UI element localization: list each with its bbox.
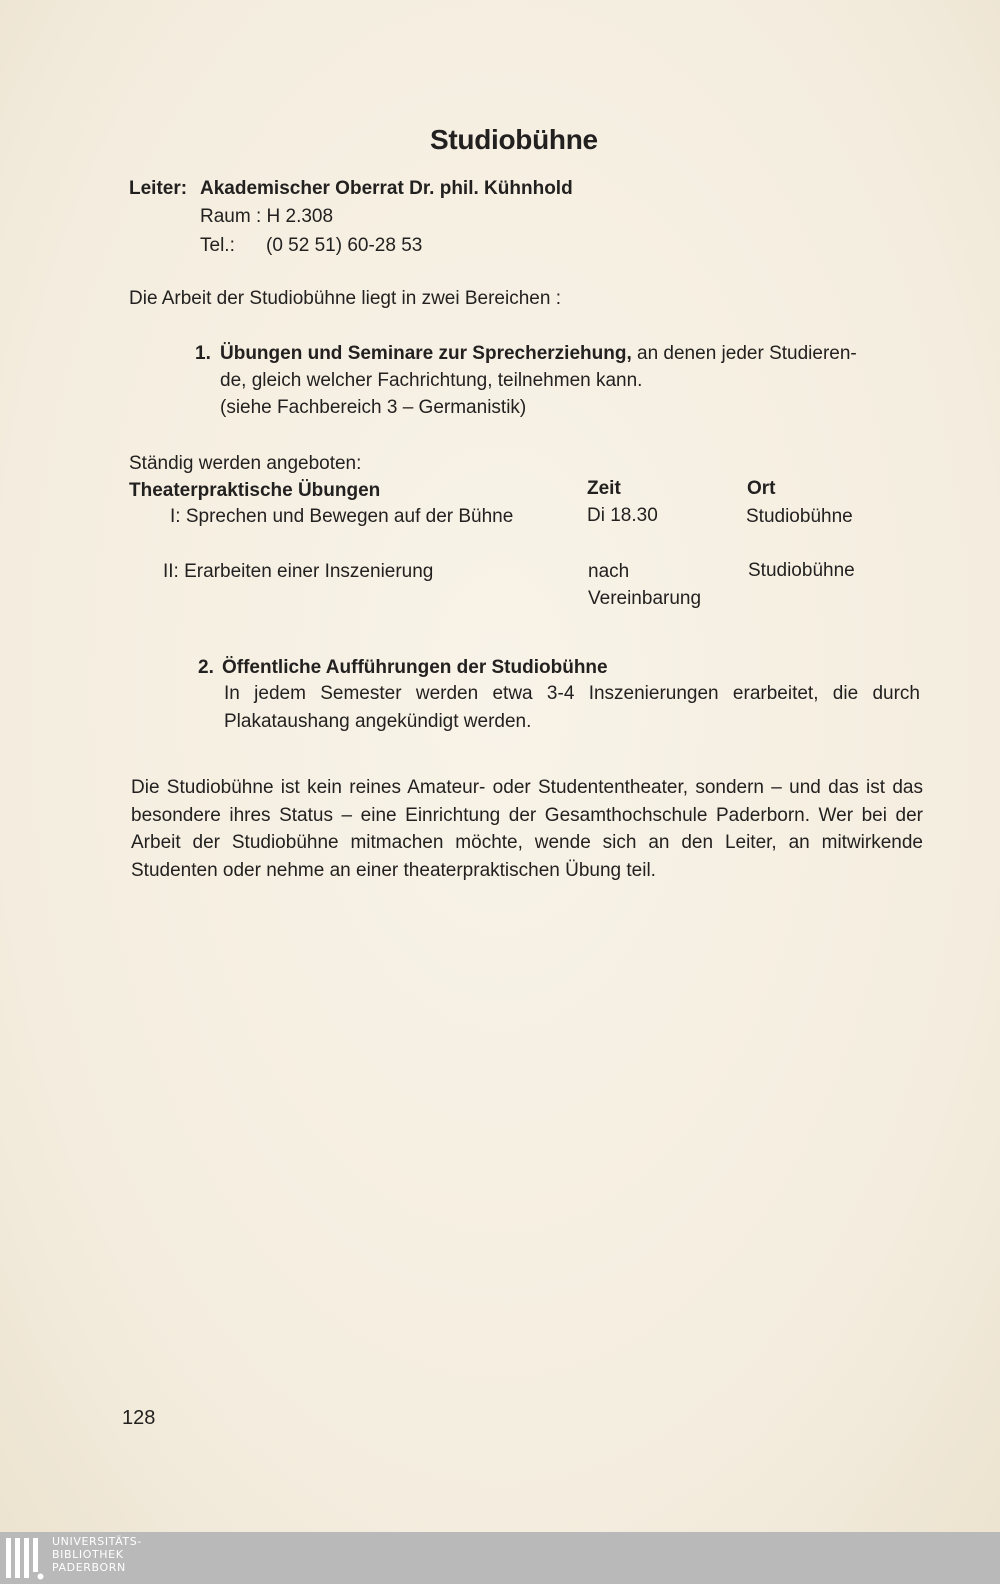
logo-line-1: UNIVERSITÄTS- xyxy=(52,1535,142,1548)
course-2-place: Studiobühne xyxy=(748,560,855,581)
logo-line-3: PADERBORN xyxy=(52,1561,126,1574)
section1-line1 xyxy=(220,340,857,367)
section2-number: 2. xyxy=(198,657,214,678)
phone-number: (0 52 51) 60-28 53 xyxy=(266,235,423,256)
closing-paragraph: Die Studiobühne ist kein reines Amateur- oder Studententheater, sondern – und das ist das besondere ihres Status – eine Einrichtung der Gesamthochschule Paderborn. Wer bei der Arbeit der Studiobühne mitmachen möchte, wende sich an den Leiter, an mitwirkende Studenten oder nehme an einer theaterpraktischen Übung teil. xyxy=(131,777,923,881)
library-logo-icon xyxy=(6,1536,46,1580)
section1-line1-rest: an denen jeder Studieren- xyxy=(637,343,857,364)
section1-heading: Übungen und Seminare zur Sprecherziehung, xyxy=(220,343,632,364)
section2-heading: Öffentliche Aufführungen der Studiobühne xyxy=(222,657,608,678)
course-1-name: I: Sprechen und Bewegen auf der Bühne xyxy=(170,506,514,527)
intro-text: Die Arbeit der Studiobühne liegt in zwei Bereichen : xyxy=(129,288,561,309)
phone-label: Tel.: xyxy=(200,235,235,256)
column-header-time: Zeit xyxy=(587,478,621,499)
library-footer-bar xyxy=(0,1532,1000,1584)
section2-text: In jedem Semester werden etwa 3-4 Inszenierungen erarbeitet, die durch Plakataushang angekündigt werden. xyxy=(224,683,920,732)
column-header-place: Ort xyxy=(747,478,776,499)
course-1-place: Studiobühne xyxy=(746,506,853,527)
page-number: 128 xyxy=(122,1407,156,1429)
leiter-name: Akademischer Oberrat Dr. phil. Kühnhold xyxy=(200,178,573,199)
library-logo-text xyxy=(52,1535,142,1574)
offered-intro: Ständig werden angeboten: xyxy=(129,453,362,474)
section1-number: 1. xyxy=(195,343,211,364)
section1-line3: (siehe Fachbereich 3 – Germanistik) xyxy=(220,397,527,418)
room-info: Raum : H 2.308 xyxy=(200,206,334,227)
section1-line2: de, gleich welcher Fachrichtung, teilnehmen kann. xyxy=(220,370,643,391)
course-1-time: Di 18.30 xyxy=(587,505,658,526)
course-2-name: II: Erarbeiten einer Inszenierung xyxy=(163,561,434,582)
page-title: Studiobühne xyxy=(430,124,598,155)
leiter-label: Leiter: xyxy=(129,178,188,199)
course-2-time-line2: Vereinbarung xyxy=(588,588,702,609)
offered-heading: Theaterpraktische Übungen xyxy=(129,480,381,501)
course-2-time-line1: nach xyxy=(588,561,630,582)
logo-line-2: BIBLIOTHEK xyxy=(52,1548,124,1561)
